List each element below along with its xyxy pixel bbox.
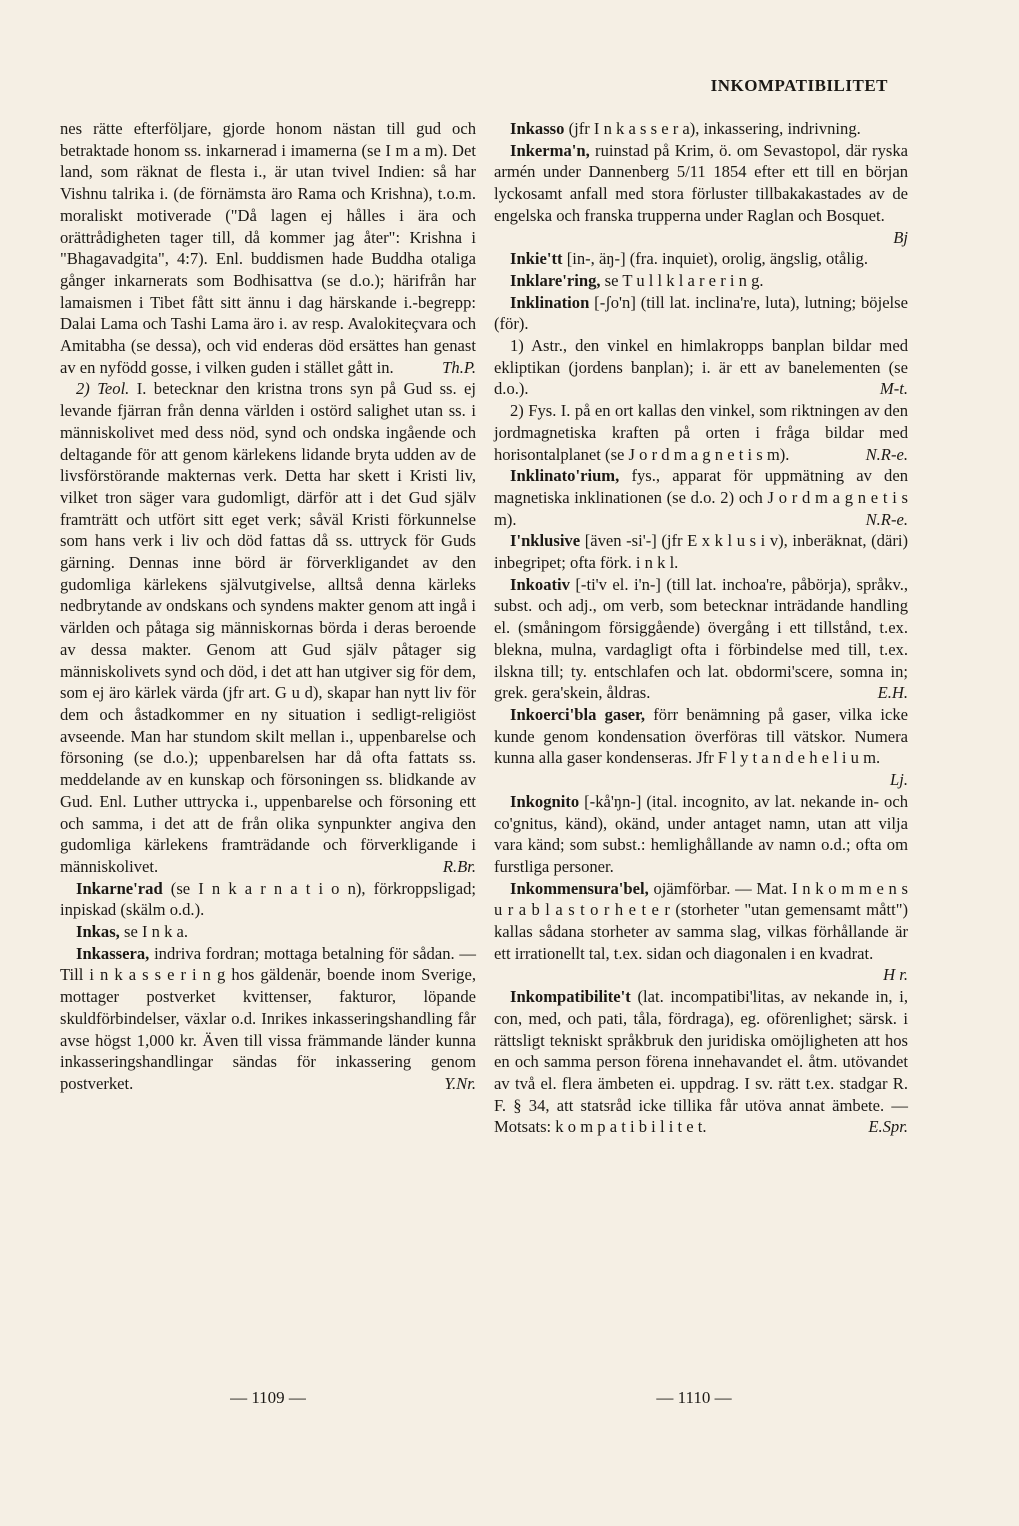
author-signature: N.R-e.	[865, 444, 908, 464]
author-signature: E.H.	[877, 683, 908, 703]
entry-text: ruinstad på Krim, ö. om Sevastopol, där ryska armén under Dannenberg 5/11 1854 efter ett till en början lyckosamt anfall med stora förluster tillbakakastades av de engelska och franska trupperna under Raglan och Bosquet.	[494, 140, 908, 225]
entry-text: [-kå'ŋn-] (ital. incognito, av lat. nekande in- och co'gnitus, känd), okänd, under antaget namn, utan att vilja vara känd; som subst.: hemlighållande av namn o.d.; ofta om furstliga personer.	[494, 791, 908, 876]
entry-inklinatorium	[494, 465, 908, 530]
entry-text: se T u l l k l a r e r i n g.	[604, 270, 764, 290]
entry-inkas	[60, 921, 476, 943]
left-column	[60, 118, 476, 1095]
page-number-left: — 1109 —	[230, 1388, 306, 1407]
headword: Inkognito	[510, 791, 580, 811]
headword: Inkommensura'bel,	[510, 878, 649, 898]
headword: Inklination	[510, 292, 590, 312]
entry-inkommensurabel	[494, 878, 909, 985]
entry-inkerman	[494, 140, 908, 247]
author-signature: Lj.	[890, 770, 908, 790]
entry-inkiett	[494, 248, 908, 270]
author-signature: Y.Nr.	[444, 1073, 476, 1093]
paragraph-text: I. betecknar den kristna trons syn på Gud ss. ej levande fjärran från denna världen i ostörd salighet utan ss. i människolivet med dess nöd, synd och ondska ingående och deltagande för att genom kärlekens lidande bryta udden av de livsförstörande makternas verk. Detta har skett i Kristi liv, vilket tron säger vara gudomligt, därför att i det Gud själv framträtt och utfört sitt eget verk; såväl Kristi förkunnelse som hans verk i liv och död fattas då ss. uttryck för Guds gärning. Dennas inne börd är förverkligandet av den gudomliga kärlekens självutgivelse, alltså denna kärleks nedbrytande av ondskans och syndens makter genom att ingå i världen och påtaga sig människornas börda i deras beroende av dessa makter. Genom att Gud själv påtager sig människolivets synd och död, i det att han utgiver sig för dem, som ej äro kärlek värda (jfr art. G u d), skapar han nytt liv för dem och åstadkommer en ny situation i sedligt-religiöst avseende. Man har stundom skilt mellan i., uppenbarelse och försoning (se d.o.); uppenbarelsen har då ofta fattats ss. meddelande av en kunskap och försoningen ss. blidkande av Gud. Enl. Luther uttrycka i., uppenbarelse och försoning ett och samma, i det att de från olika synpunkter angiva den gudomliga kärlekens framträdande och förverkligande i människolivet.	[60, 379, 476, 876]
headword: Inkas,	[76, 922, 120, 942]
entry-inkarnerad	[60, 878, 476, 921]
entry-inklarering	[494, 270, 908, 292]
entry-text: [-ʃo'n] (till lat. inclina're, luta), lutning; böjelse (för).	[494, 292, 908, 334]
headword: I'nklusive	[510, 531, 581, 551]
running-head: INKOMPATIBILITET	[710, 76, 888, 95]
entry-inklination	[494, 292, 908, 335]
continued-entry-paragraph	[60, 118, 476, 378]
entry-text: [in-, äŋ-] (fra. inquiet), orolig, ängslig, otålig.	[566, 249, 868, 269]
entry-text: (se I n k a r n a t i o n), förkroppsligad; inpiskad (skälm o.d.).	[60, 878, 476, 920]
author-signature: E.Spr.	[868, 1117, 908, 1137]
theology-subentry	[60, 378, 476, 877]
headword: Inklinato'rium,	[510, 466, 620, 486]
entry-text: [även -si'-] (jfr E x k l u s i v), inberäknat, (däri) inbegripet; ofta förk. i n k l.	[494, 531, 908, 573]
entry-inkognito	[494, 791, 908, 878]
entry-text: (lat. incompatibi'litas, av nekande in, i, con, med, och pati, tåla, fördraga), eg. oförenlighet; särsk. i rättsligt tekniskt språkbruk den juridiska omöjligheten att hos en och samma person förena innehavandet el. åtm. utövandet av två el. flera ämbeten ei. uppdrag. I sv. rätt t.ex. stadgar R. F. § 34, att statsråd icke tillika får utöva annat ämbete. — Motsats: k o m p a t i b i l i t e t.	[494, 987, 908, 1137]
headword: Inkoerci'bla gaser,	[510, 704, 646, 724]
author-signature: H r.	[883, 965, 908, 985]
paragraph-text: nes rätte efterföljare, gjorde honom nästan till gud och betraktade honom ss. inkarnerad i imamerna (se I m a m). Det land, som räknat de flesta i., är utan tvivel Indien: så har Vishnu talrika i. (de förnämsta äro Rama och Krishna), t.o.m. moraliskt motiverade ("Då lagen ej hålles i ära och orättrådigheten tager till, då kommer jag åter": Krishna i "Bhagavadgita", 4:7). Enl. buddismen hade Buddha otaliga gånger inkarnerats som Bodhisattva (se d.o.); härifrån har lamaismen i Tibet fått sitt ännu i dag härskande i.-begrepp: Dalai Lama och Tashi Lama äro i. av resp. Avalokiteçvara och Amitabha (se dessa), och vid enderas död ersättes han genast av en nyfödd gosse, i vilken guden i stället gått in.	[60, 119, 476, 377]
author-signature: M-t.	[879, 379, 908, 399]
author-signature: Bj	[893, 227, 908, 247]
entry-inklusive	[494, 530, 908, 573]
entry-inkasso	[494, 118, 908, 140]
entry-text: (jfr I n k a s s e r a), inkassering, indrivning.	[568, 119, 861, 138]
entry-text: [-ti'v el. i'n-] (till lat. inchoa're, påbörja), språkv., subst. och adj., om verb, som betecknar inträdande handling el. (småningom försiggående) övergång i ett tillstånd, t.ex. blekna, mulna, vardagligt ofta i förbindelse med till, t.ex. ilskna till; ty. entschlafen och lat. obdormi'scere, somna in; grek. gera'skein, åldras.	[494, 574, 908, 703]
headword: Inkerma'n,	[510, 140, 590, 160]
headword: Inkasso	[510, 119, 565, 138]
entry-text: fys., apparat för uppmätning av den magnetiska inklinationen (se d.o. 2) och J o r d m a g n e t i s m).	[494, 466, 908, 529]
author-signature: N.R-e.	[865, 509, 908, 529]
subentry-text: 2) Fys. I. på en ort kallas den vinkel, som riktningen av den jordmagnetiska kraften på orten i fråga bildar med horisontalplanet (se J o r d m a g n e t i s m).	[494, 401, 908, 464]
author-signature: Th.P.	[442, 357, 476, 377]
subentry-text: 1) Astr., den vinkel en himlakropps banplan bildar med ekliptikan (jordens banplan); i. är ett av banelementen (se d.o.).	[494, 336, 908, 399]
headword: Inkassera,	[76, 943, 150, 963]
page-number-right: — 1110 —	[656, 1388, 732, 1407]
subentry-astronomy	[494, 335, 908, 400]
author-signature: R.Br.	[442, 856, 476, 876]
headword: Inkie'tt	[510, 249, 563, 269]
right-column	[494, 118, 908, 1138]
subentry-label: 2) Teol.	[76, 379, 130, 399]
entry-inkoativ	[494, 574, 908, 704]
entry-inkassera	[60, 943, 476, 1095]
headword: Inkarne'rad	[76, 878, 163, 898]
subentry-physics	[494, 400, 908, 465]
entry-inkoercibla-gaser	[494, 704, 908, 790]
entry-text: se I n k a.	[123, 922, 189, 942]
entry-inkompatibilitet	[494, 986, 908, 1138]
headword: Inkoativ	[510, 574, 570, 594]
entry-text: indriva fordran; mottaga betalning för sådan. — Till i n k a s s e r i n g hos gäldenär, boende inom Sverige, mottager postverket kvittenser, fakturor, löpande skuldförbindelser, växlar o.d. Inrikes inkasseringshandling får avse högst 1,000 kr. Även till vissa främmande länder kunna inkasseringshandlingar sändas för inkassering genom postverket.	[60, 943, 476, 1093]
headword: Inkompatibilite't	[510, 987, 631, 1007]
headword: Inklare'ring,	[510, 270, 601, 290]
entry-text: förr benämning på gaser, vilka icke kunde genom kondensation överföras till vätskor. Numera kunna alla gaser kondenseras. Jfr F l y t a n d e h e l i u m.	[494, 704, 908, 768]
entry-text: ojämförbar. — Mat. I n k o m m e n s u r a b l a s t o r h e t e r (storheter "utan gemensamt mått") kallas sådana storheter av samma slag, vilkas förhållande är ett irrationellt tal, t.ex. sidan och diagonalen i en kvadrat.	[494, 878, 909, 963]
